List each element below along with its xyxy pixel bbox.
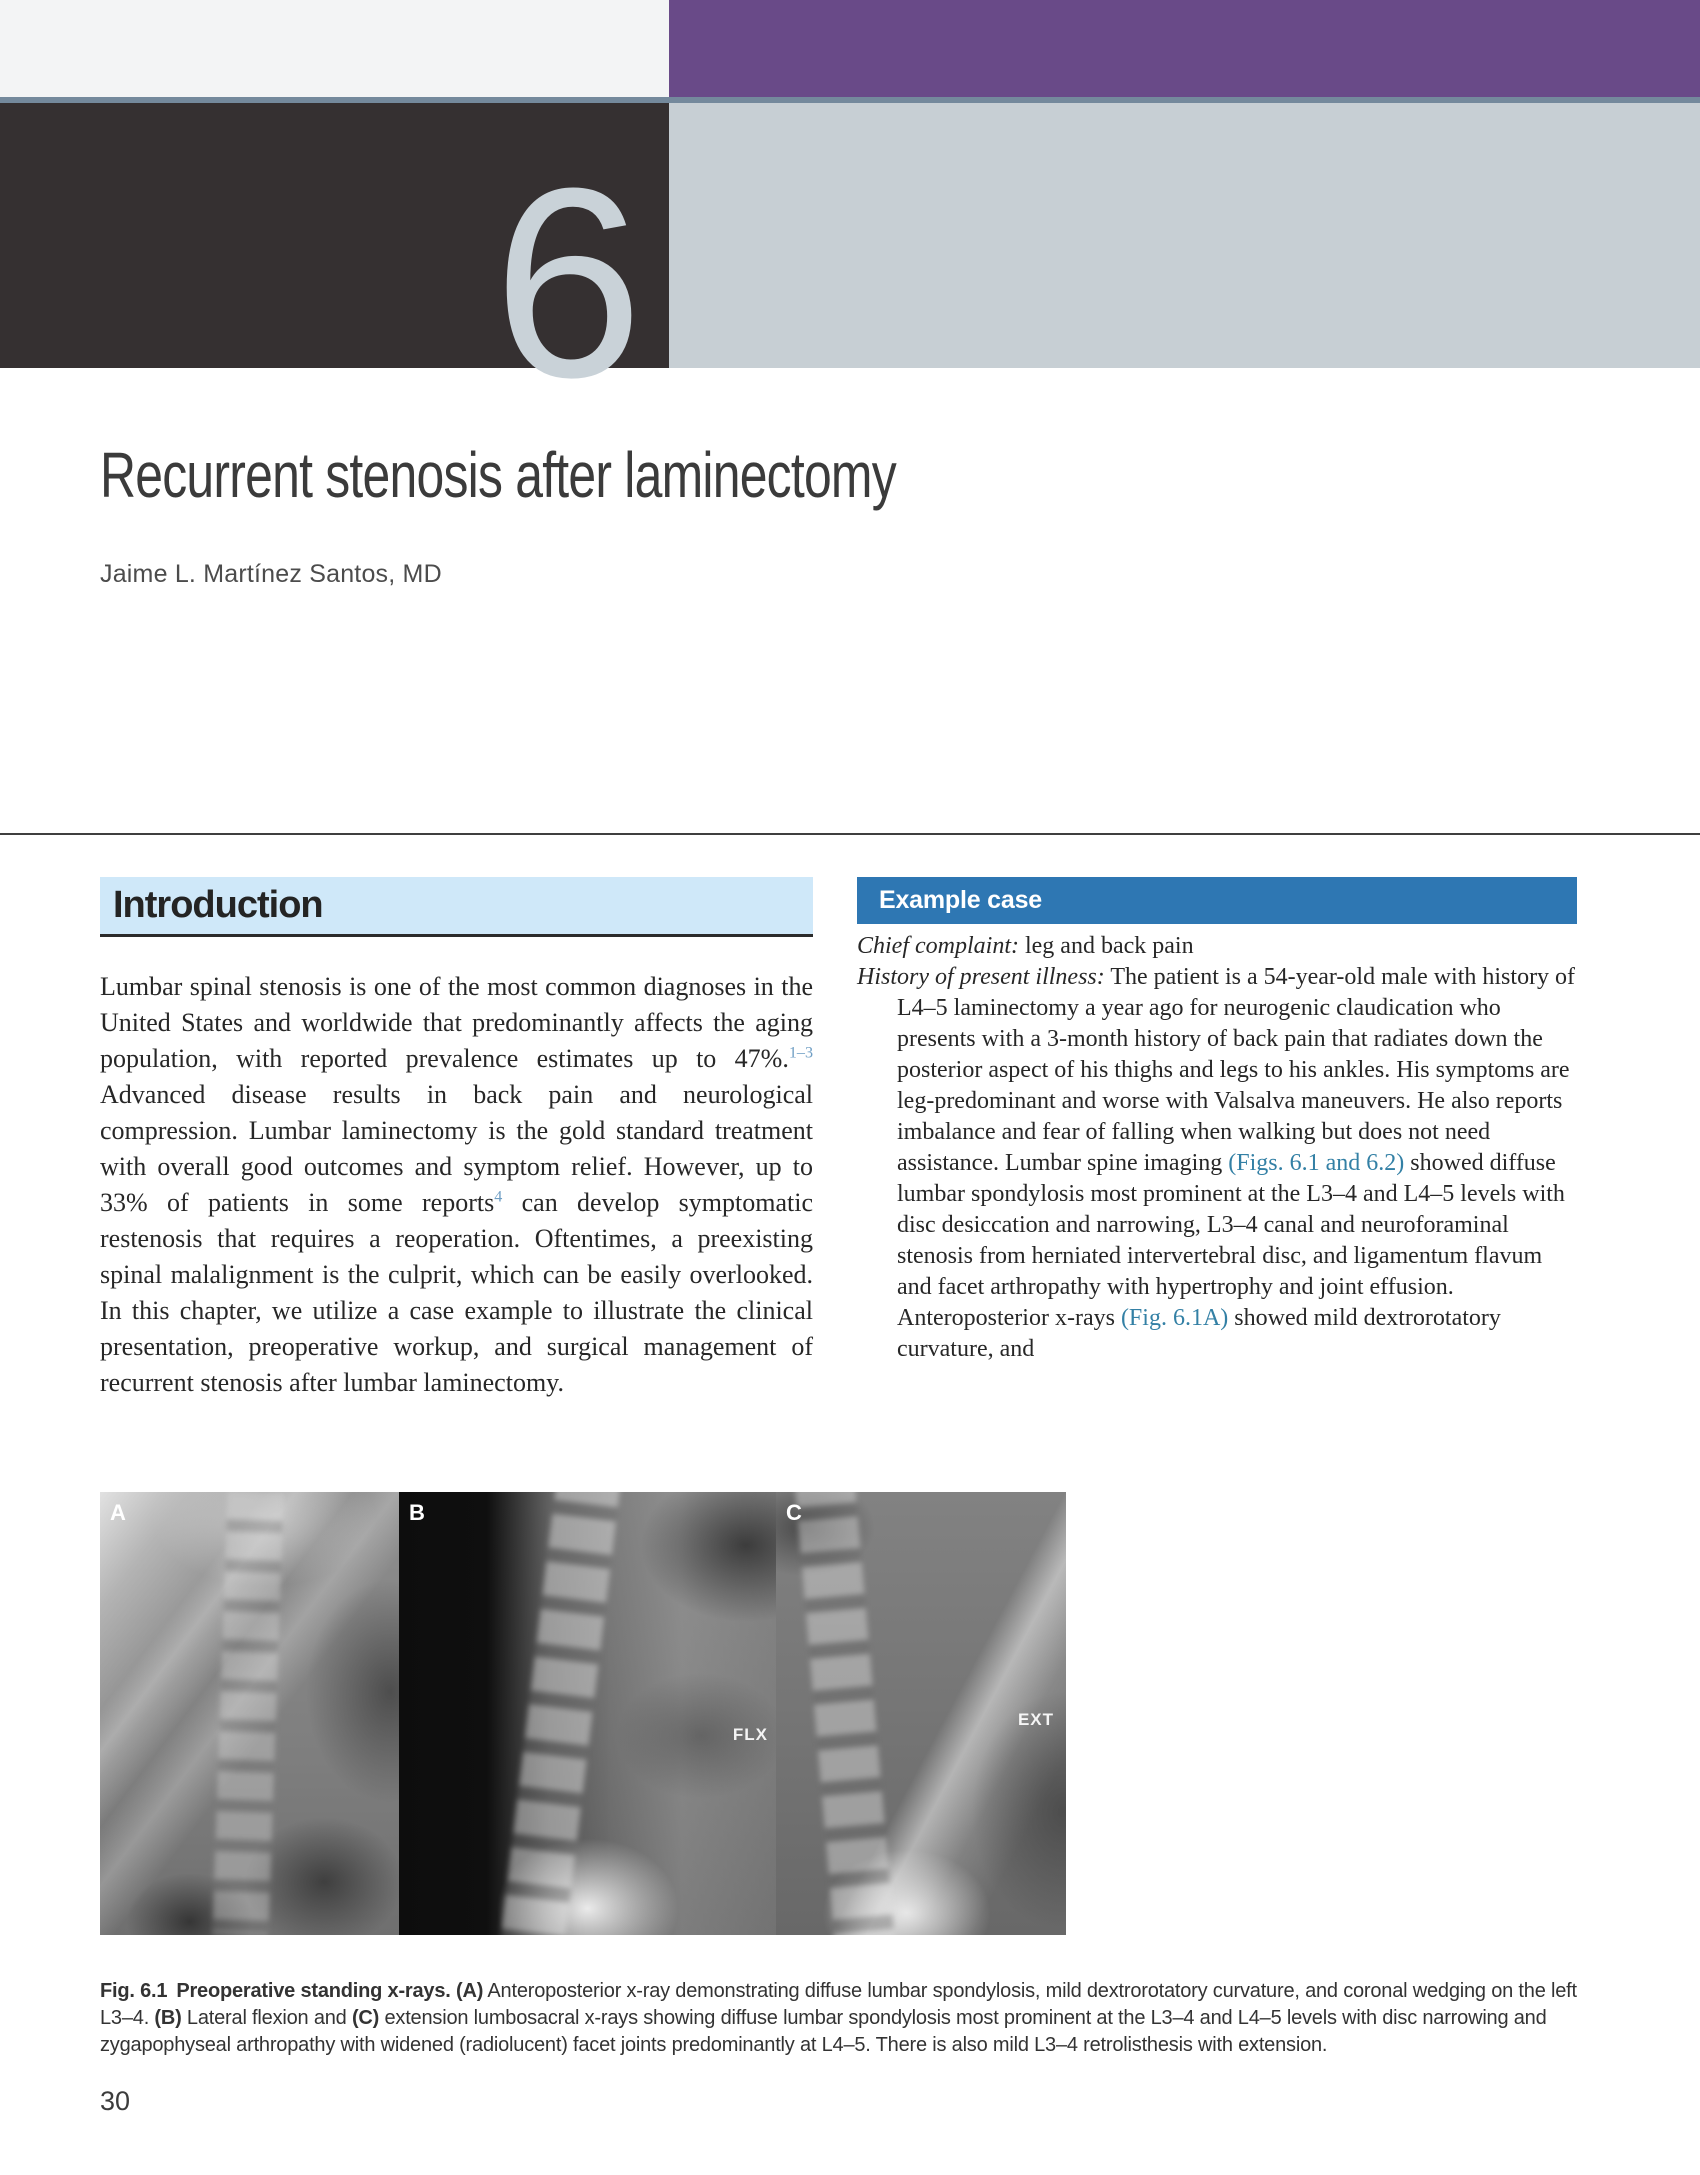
history-text-1: The patient is a 54-year-old male with history of L4–5 laminectomy a year ago for neurogenic claudication who presents with a 3-month history of back pain that radiates down the posterior aspect of his thighs and legs to his ankles. His symptoms are leg-predominant and worse with Valsalva maneuvers. He also reports imbalance and fear of falling when walking but does not need assistance. Lumbar spine imaging xyxy=(897,964,1576,1176)
chief-complaint-text: leg and back pain xyxy=(1018,933,1194,959)
chief-complaint-paragraph xyxy=(857,931,1577,962)
figure-6-1-xray-panels xyxy=(100,1492,1066,1935)
introduction-heading-bar xyxy=(100,877,813,937)
citation-ref-4[interactable]: 4 xyxy=(494,1188,503,1206)
caption-a-text: Anteroposterior x-ray demonstrating diffuse lumbar spondylosis, mild dextrorotatory curvature, and coronal wedging on the left L3–4. xyxy=(100,1980,1577,2029)
page-title: Recurrent stenosis after laminectomy xyxy=(100,439,896,511)
panel-label-c: C xyxy=(786,1500,802,1525)
example-case-heading: Example case xyxy=(879,886,1042,914)
figure-link-6-1-and-6-2[interactable]: (Figs. 6.1 and 6.2) xyxy=(1228,1150,1405,1176)
introduction-text-2: Advanced disease results in back pain and neurological compression. Lumbar laminectomy is the gold standard treatment with overall good outcomes and symptom relief. However, up to 33% of patients in some reports xyxy=(100,1080,813,1217)
introduction-section xyxy=(100,877,813,1401)
caption-c-label: (C) xyxy=(351,2007,380,2029)
xray-spine-shape xyxy=(212,1492,283,1935)
title-divider-rule xyxy=(0,833,1700,835)
header-light-block xyxy=(669,103,1700,368)
panel-label-b: B xyxy=(409,1500,425,1525)
header-top-left-block xyxy=(0,0,669,97)
caption-c-text: extension lumbosacral x-rays showing diffuse lumbar spondylosis most prominent at the L3–4 and L4–5 levels with disc narrowing and zygapophyseal arthropathy with widened (radiolucent) facet joints predominantly at L4–5. There is also mild L3–4 retrolisthesis with extension. xyxy=(100,2007,1547,2056)
history-paragraph xyxy=(857,962,1577,1365)
xray-panel-lateral-extension xyxy=(776,1492,1066,1935)
introduction-heading: Introduction xyxy=(113,884,323,926)
introduction-text-3: can develop symptomatic restenosis that requires a reoperation. Oftentimes, a preexisting spinal malalignment is the culprit, which can be easily overlooked. In this chapter, we utilize a case example to illustrate the clinical presentation, preoperative workup, and surgical management of recurrent stenosis after lumbar laminectomy. xyxy=(100,1188,813,1397)
figure-caption-title: Preoperative standing x-rays. xyxy=(176,1980,456,2002)
panel-label-a: A xyxy=(110,1500,126,1525)
caption-a-label: (A) xyxy=(455,1980,484,2002)
caption-b-label: (B) xyxy=(154,2007,182,2029)
chief-complaint-label: Chief complaint: xyxy=(857,933,1019,959)
author-byline: Jaime L. Martínez Santos, MD xyxy=(100,560,442,588)
header-top-purple-block xyxy=(669,0,1700,97)
introduction-text-1: Lumbar spinal stenosis is one of the most common diagnoses in the United States and worldwide that predominantly affects the aging population, with reported prevalence estimates up to 47%. xyxy=(100,972,813,1073)
history-text-3: showed mild dextrorotatory curvature, and xyxy=(897,1305,1501,1362)
citation-ref-1-3[interactable]: 1–3 xyxy=(788,1044,813,1062)
figure-caption-number: Fig. 6.1 xyxy=(100,1980,168,2002)
xray-spine-shape xyxy=(794,1492,898,1935)
caption-b-text: Lateral flexion and xyxy=(181,2007,352,2029)
introduction-paragraph xyxy=(100,969,813,1401)
xray-panel-anteroposterior xyxy=(100,1492,399,1935)
history-text-2: showed diffuse lumbar spondylosis most prominent at the L3–4 and L4–5 levels with disc desiccation and narrowing, L3–4 canal and neuroforaminal stenosis from herniated intervertebral disc, and ligamentum flavum and facet arthropathy with hypertrophy and joint effusion. Anteroposterior x-rays xyxy=(897,1150,1565,1331)
example-case-heading-bar xyxy=(857,877,1577,924)
flexion-view-tag: FLX xyxy=(732,1725,768,1744)
chapter-number: 6 xyxy=(493,133,644,434)
extension-view-tag: EXT xyxy=(1017,1710,1054,1729)
example-case-section xyxy=(857,877,1577,1365)
figure-caption xyxy=(100,1978,1600,2059)
page-number: 30 xyxy=(100,2086,131,2116)
xray-panel-lateral-flexion xyxy=(399,1492,776,1935)
history-label: History of present illness: xyxy=(857,964,1105,990)
example-case-body xyxy=(857,931,1577,1365)
figure-link-6-1a[interactable]: (Fig. 6.1A) xyxy=(1120,1305,1229,1331)
xray-spine-shape xyxy=(496,1492,622,1935)
